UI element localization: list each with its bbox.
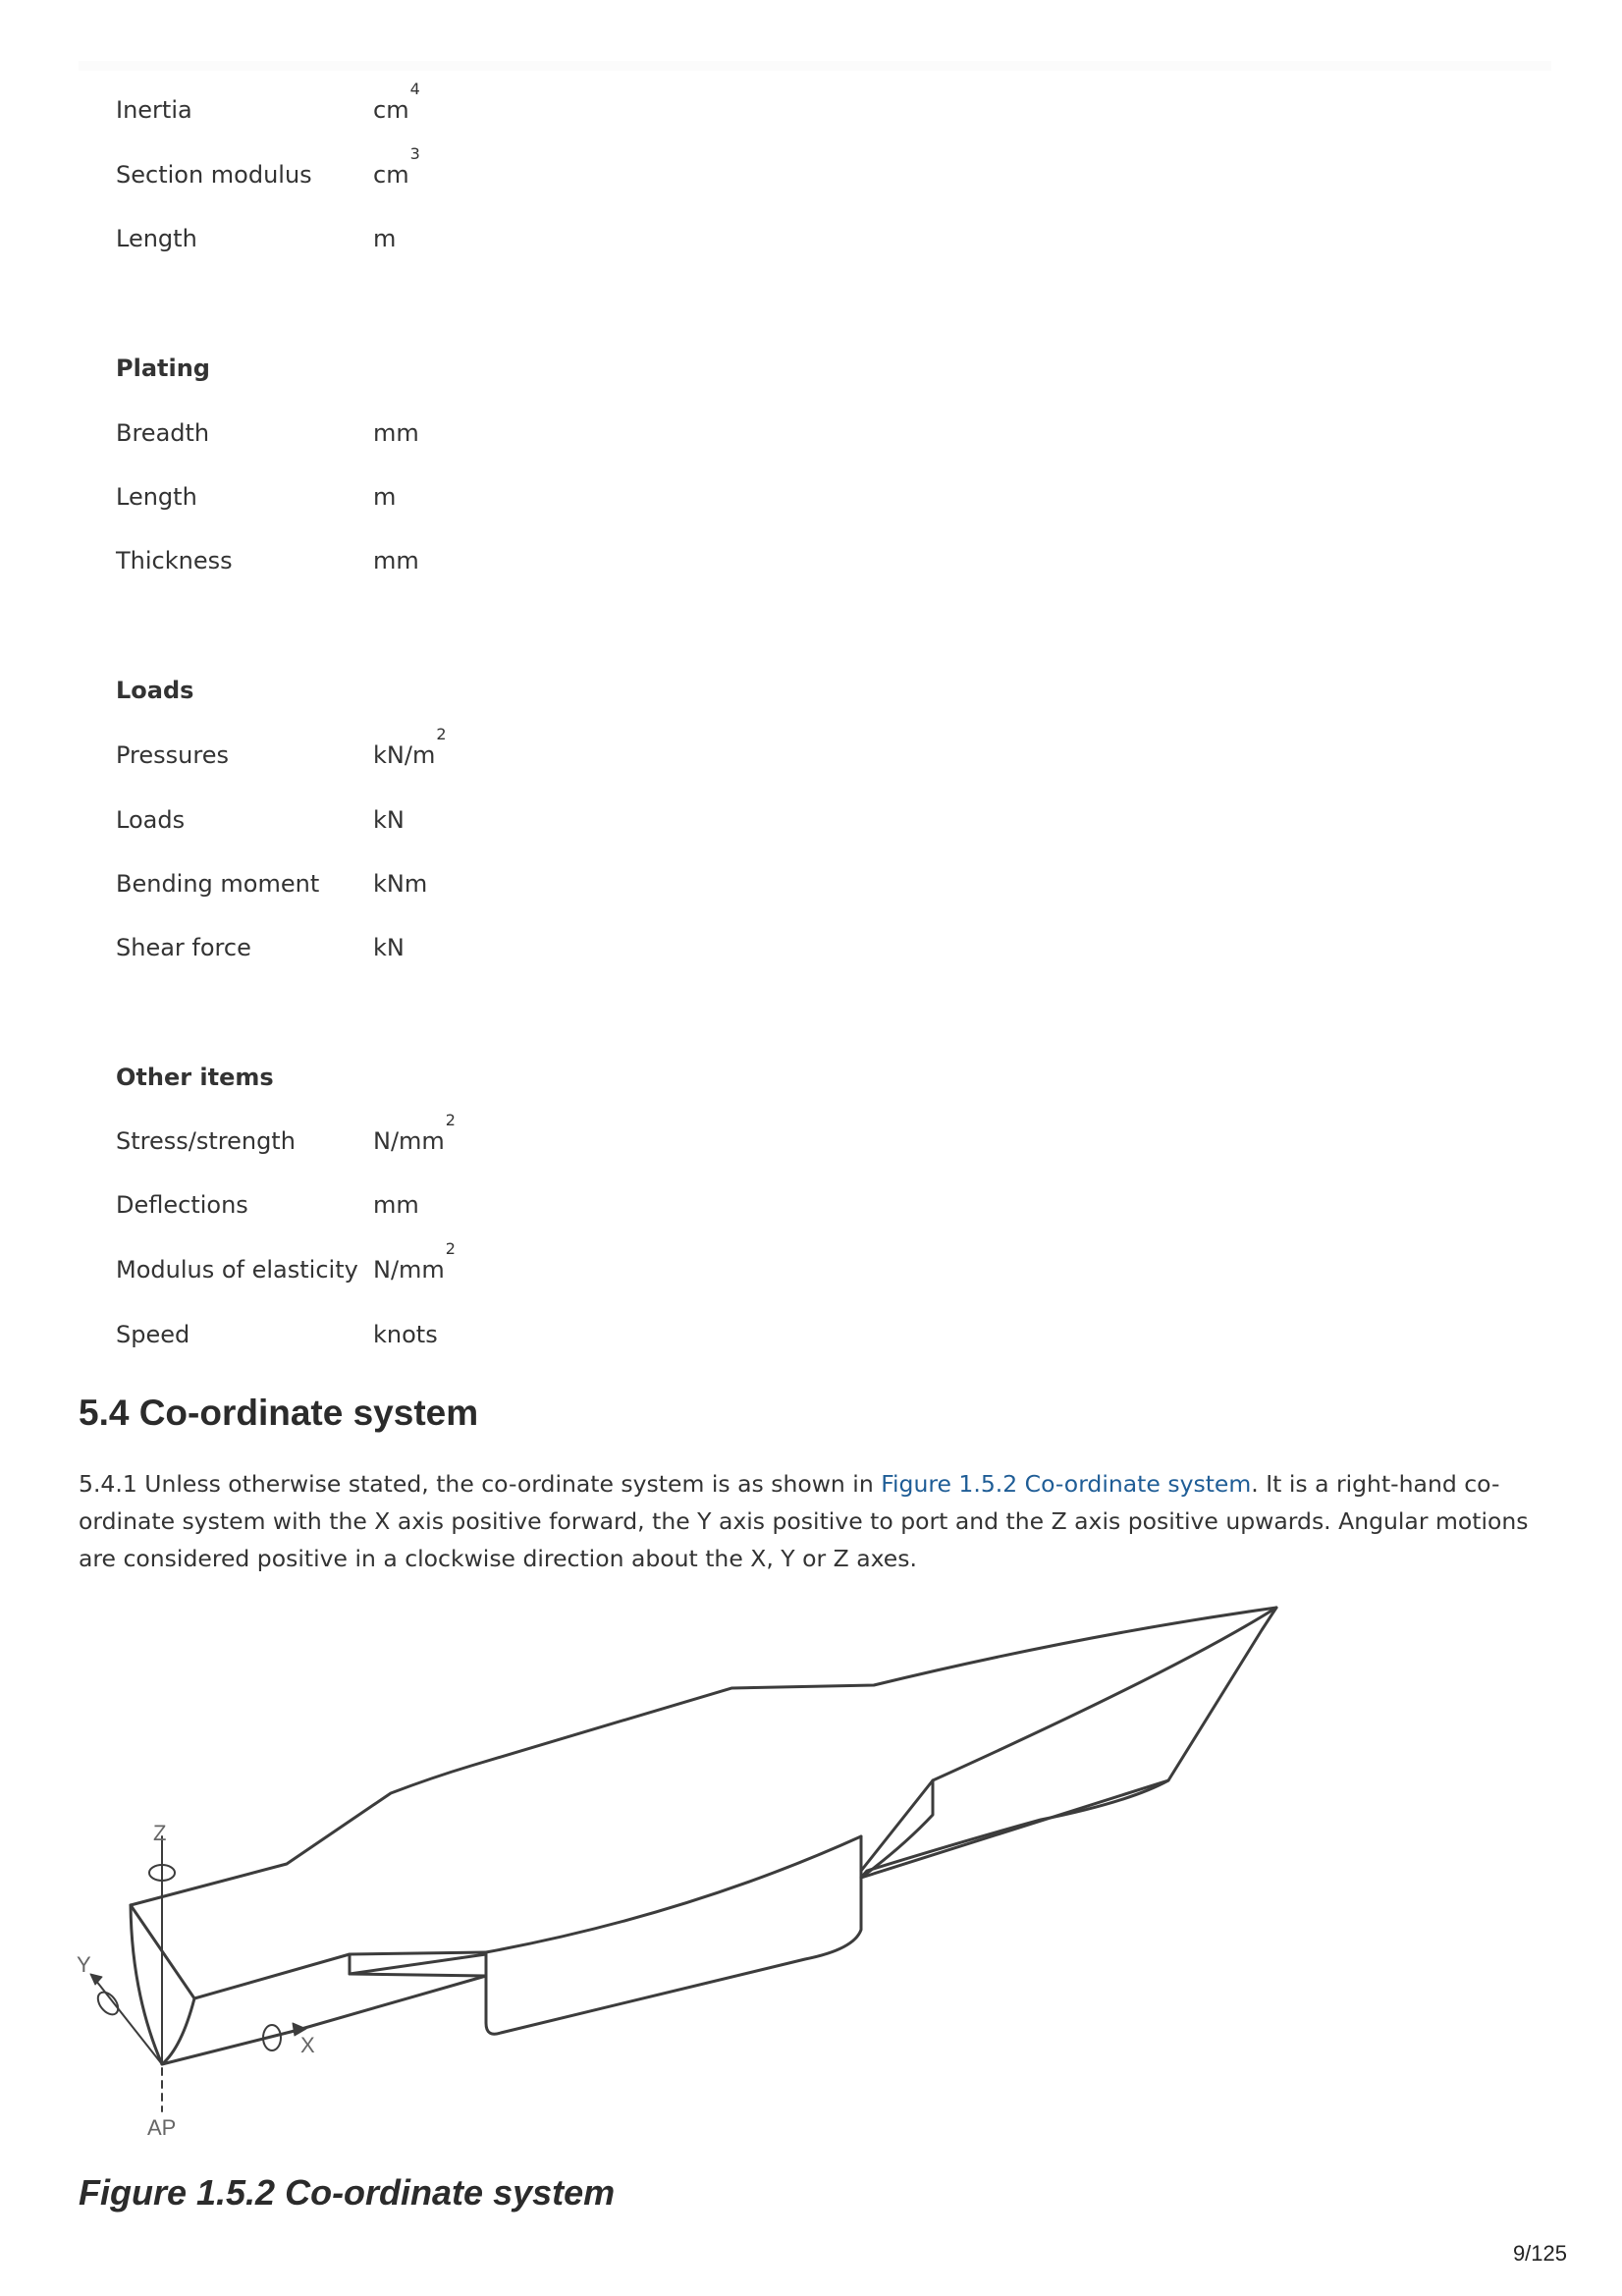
unit-exponent: 2 bbox=[445, 1239, 456, 1258]
row-label: Bending moment bbox=[116, 870, 320, 898]
z-label: Z bbox=[153, 1821, 167, 1845]
table-row bbox=[116, 1315, 803, 1354]
other-items-heading: Other items bbox=[116, 1064, 274, 1091]
row-label: Length bbox=[116, 225, 197, 252]
table-row bbox=[116, 725, 803, 775]
row-unit: kN bbox=[373, 806, 405, 834]
table-row bbox=[116, 477, 803, 517]
table-row bbox=[116, 219, 803, 258]
row-label: Stress/strength bbox=[116, 1127, 296, 1155]
table-row bbox=[116, 413, 803, 453]
row-label: Breadth bbox=[116, 419, 210, 447]
row-unit: $cm^3$ bbox=[373, 144, 420, 189]
plating-heading: Plating bbox=[116, 355, 210, 382]
row-unit: $kN/m^2$ bbox=[373, 725, 447, 769]
unit-exponent: 3 bbox=[409, 144, 420, 163]
row-label: Section modulus bbox=[116, 161, 312, 189]
page-number: 9/125 bbox=[1512, 2241, 1567, 2266]
row-label: Shear force bbox=[116, 934, 251, 961]
row-unit: knots bbox=[373, 1321, 438, 1348]
row-unit: $cm^4$ bbox=[373, 80, 420, 124]
row-label: Inertia bbox=[116, 96, 192, 124]
hull-body-top bbox=[486, 1836, 861, 1952]
table-row bbox=[116, 144, 803, 194]
row-unit: $N/mm^2$ bbox=[373, 1111, 456, 1155]
paragraph-text-after: . It is a right-hand co-ordinate system with the X axis positive forward, the Y axis positive to port and the Z axis positive upwards. Angular motions are considered positive in a clockwise direction about the X, Y or Z axes. bbox=[79, 1470, 1529, 1572]
table-row bbox=[116, 1185, 803, 1225]
hull-deck-line bbox=[131, 1608, 1276, 1905]
row-unit: kNm bbox=[373, 870, 428, 898]
top-band bbox=[79, 61, 1551, 71]
row-unit: mm bbox=[373, 419, 419, 447]
unit-exponent: 2 bbox=[445, 1111, 456, 1129]
loads-heading: Loads bbox=[116, 677, 194, 704]
step-bottom bbox=[350, 1974, 486, 1976]
fore-chine bbox=[861, 1608, 1276, 1871]
figure-caption: Figure 1.5.2 Co-ordinate system bbox=[79, 2172, 616, 2213]
figure-link[interactable]: Figure 1.5.2 Co-ordinate system bbox=[881, 1470, 1252, 1498]
y-label: Y bbox=[77, 1952, 91, 1977]
row-label: Length bbox=[116, 483, 197, 511]
table-row bbox=[116, 928, 803, 967]
x-label: X bbox=[300, 2033, 315, 2057]
unit-exponent: 2 bbox=[436, 725, 447, 743]
row-label: Modulus of elasticity bbox=[116, 1256, 358, 1284]
section-paragraph bbox=[79, 1465, 1551, 1577]
y-axis bbox=[92, 1976, 162, 2064]
row-label: Speed bbox=[116, 1321, 190, 1348]
y-arrowhead bbox=[90, 1974, 102, 1985]
table-row bbox=[116, 1239, 803, 1289]
ap-label: AP bbox=[147, 2115, 177, 2140]
table-row bbox=[116, 800, 803, 840]
bow-stem bbox=[861, 1608, 1276, 1878]
row-label: Deflections bbox=[116, 1191, 248, 1219]
row-label: Pressures bbox=[116, 741, 229, 769]
row-label: Loads bbox=[116, 806, 186, 834]
hull-body-front bbox=[486, 1836, 861, 2034]
row-unit: mm bbox=[373, 547, 419, 574]
section-title: 5.4 Co-ordinate system bbox=[79, 1393, 479, 1433]
row-unit: $N/mm^2$ bbox=[373, 1239, 456, 1284]
row-unit: kN bbox=[373, 934, 405, 961]
table-row bbox=[116, 864, 803, 903]
unit-exponent: 4 bbox=[409, 80, 420, 98]
row-unit: m bbox=[373, 225, 397, 252]
table-row bbox=[116, 80, 803, 130]
step-top bbox=[350, 1952, 486, 1954]
hull-side-line bbox=[295, 1976, 486, 2031]
row-unit: m bbox=[373, 483, 397, 511]
table-row bbox=[116, 1111, 803, 1161]
table-row bbox=[116, 541, 803, 580]
row-unit: mm bbox=[373, 1191, 419, 1219]
y-rotation-icon bbox=[94, 1989, 123, 2018]
paragraph-text-before: 5.4.1 Unless otherwise stated, the co-ordinate system is as shown in bbox=[79, 1470, 882, 1498]
row-label: Thickness bbox=[116, 547, 233, 574]
coordinate-system-figure bbox=[59, 1591, 1335, 2141]
hull-keel-line bbox=[861, 1780, 1168, 1878]
hull-diagram bbox=[59, 1591, 1335, 2141]
